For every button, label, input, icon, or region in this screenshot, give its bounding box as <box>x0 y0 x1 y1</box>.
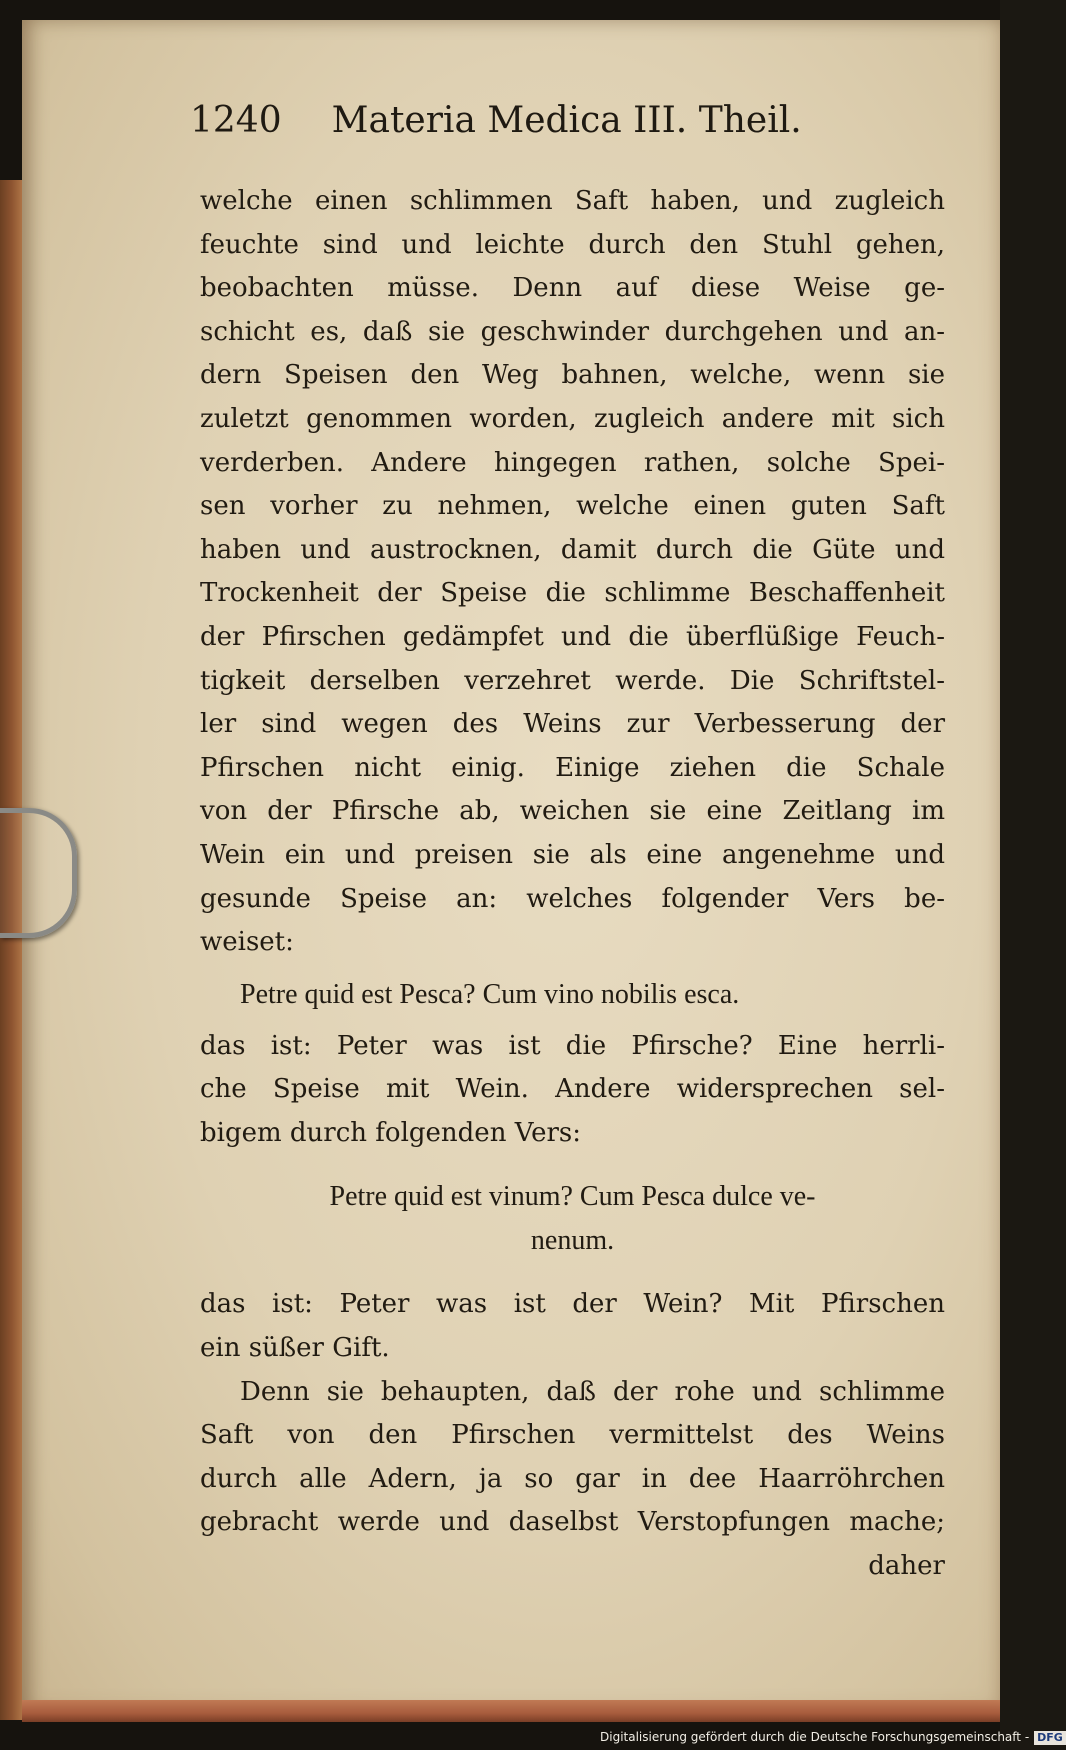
page-number: 1240 <box>190 100 282 141</box>
text-line: der Pfirschen gedämpfet und die überflüßige Feuch- <box>200 621 945 652</box>
text-line: verderben. Andere hingegen rathen, solche Spei- <box>200 447 945 478</box>
paragraph-line: durch alle Adern, ja so gar in dee Haarröhrchen <box>200 1463 945 1494</box>
latin-verse-2-continuation: nenum. <box>530 1225 615 1257</box>
credit-text: Digitalisierung gefördert durch die Deutsche Forschungsgemeinschaft - <box>600 1730 1030 1744</box>
dfg-logo: DFG <box>1034 1731 1066 1745</box>
paragraph-line: gebracht werde und daselbst Verstopfungen mache; <box>200 1507 945 1538</box>
text-line: haben und austrocknen, damit durch die Güte und <box>200 534 945 565</box>
text-line: von der Pfirsche ab, weichen sie eine Zeitlang im <box>200 796 945 827</box>
paragraph-line: Denn sie behaupten, daß der rohe und schlimme <box>240 1376 945 1407</box>
text-line: tigkeit derselben verzehret werde. Die Schriftstel- <box>200 665 945 696</box>
text-line: gesunde Speise an: welches folgender Vers be- <box>200 883 945 914</box>
page-bottom-edge <box>22 1700 1000 1722</box>
text-line: schicht es, daß sie geschwinder durchgehen und an- <box>200 316 945 347</box>
paragraph-line: Saft von den Pfirschen vermittelst des Weins <box>200 1420 945 1451</box>
digitization-credit <box>600 1728 1063 1746</box>
verse-spacer <box>200 1155 945 1175</box>
text-line: Pfirschen nicht einig. Einige ziehen die Schale <box>200 752 945 783</box>
translation-line: das ist: Peter was ist die Pfirsche? Eine herrli- <box>200 1030 945 1061</box>
text-line: sen vorher zu nehmen, welche einen guten Saft <box>200 491 945 522</box>
latin-verse-2: Petre quid est vinum? Cum Pesca dulce ve- <box>329 1181 816 1213</box>
latin-verse-1: Petre quid est Pesca? Cum vino nobilis esca. <box>240 978 740 1010</box>
catchword: daher <box>868 1551 945 1582</box>
translation-line: ein süßer Gift. <box>200 1333 390 1364</box>
text-line: dern Speisen den Weg bahnen, welche, wenn sie <box>200 360 945 391</box>
text-line: zuletzt genommen worden, zugleich andere mit sich <box>200 403 945 434</box>
page-clip <box>0 808 77 938</box>
text-line: feuchte sind und leichte durch den Stuhl gehen, <box>200 229 945 260</box>
page-text <box>200 180 945 1589</box>
text-line: ler sind wegen des Weins zur Verbesserung der <box>200 709 945 740</box>
text-line: welche einen schlimmen Saft haben, und zugleich <box>200 186 945 216</box>
text-line: weiset: <box>200 927 294 958</box>
text-line: Trockenheit der Speise die schlimme Beschaffenheit <box>200 578 945 609</box>
translation-line: das ist: Peter was ist der Wein? Mit Pfirschen <box>200 1289 945 1320</box>
translation-line: bigem durch folgenden Vers: <box>200 1117 582 1148</box>
translation-line: che Speise mit Wein. Andere widersprechen sel- <box>200 1074 945 1105</box>
page-header <box>190 100 930 160</box>
verse-spacer <box>200 1263 945 1283</box>
text-line: beobachten müsse. Denn auf diese Weise ge- <box>200 273 945 304</box>
running-title: Materia Medica III. Theil. <box>331 100 802 141</box>
text-line: Wein ein und preisen sie als eine angenehme und <box>200 839 945 870</box>
